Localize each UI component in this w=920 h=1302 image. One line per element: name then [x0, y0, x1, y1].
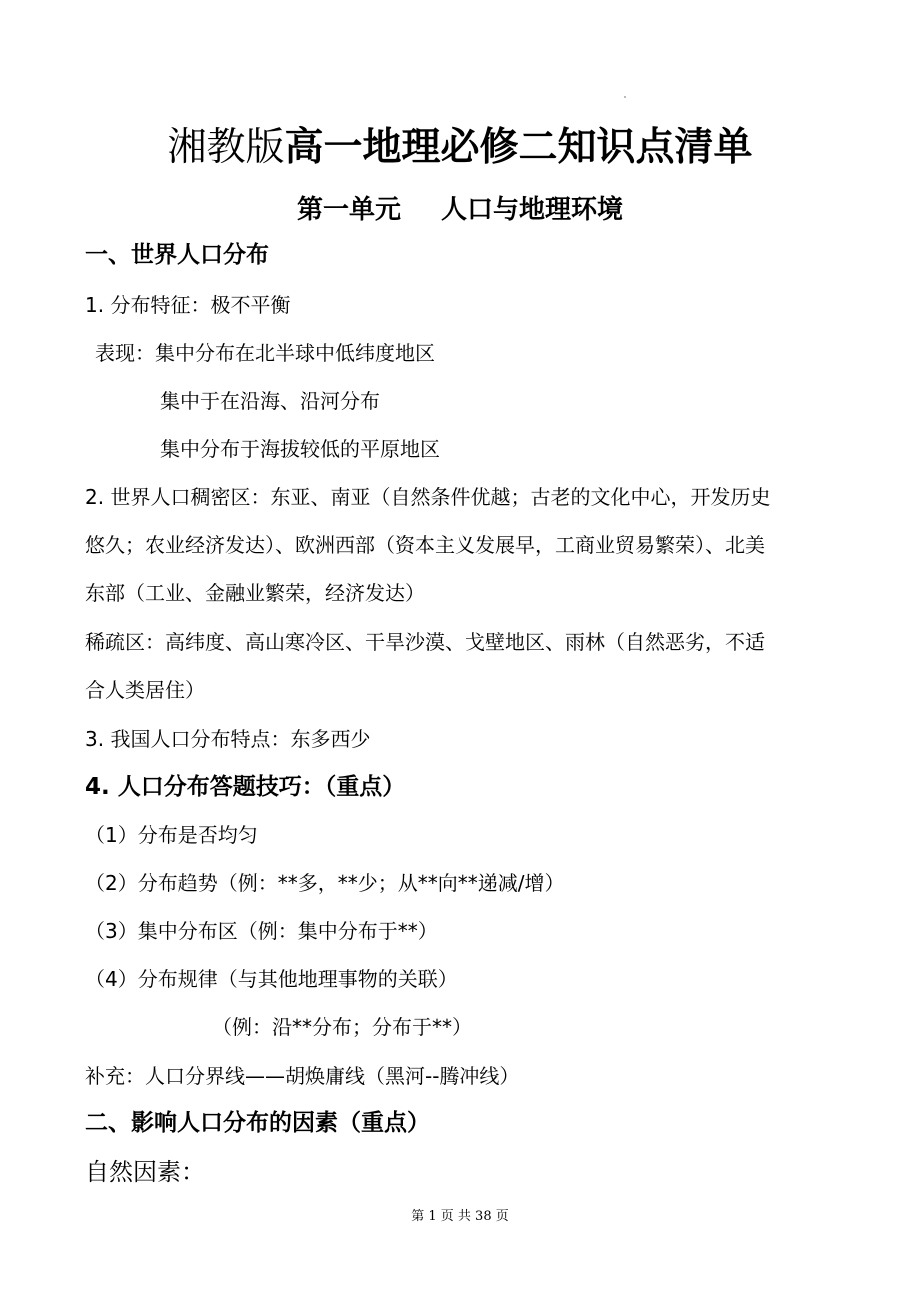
- unit-number: 第一单元: [296, 195, 401, 225]
- paragraph-dense-line3: 东部（工业、金融业繁荣，经济发达）: [85, 581, 425, 605]
- document-title: [0, 120, 920, 176]
- technique-3: （3）集中分布区（例：集中分布于**）: [85, 919, 438, 943]
- paragraph-sparse-line2: 合人类居住）: [85, 678, 205, 702]
- title-main: 高一地理必修二知识点清单: [284, 125, 753, 170]
- paragraph-dense-line1: 2. 世界人口稠密区：东亚、南亚（自然条件优越；古老的文化中心，开发历史: [85, 485, 771, 509]
- technique-1: （1）分布是否均匀: [85, 823, 258, 847]
- paragraph-plains: 集中分布于海拔较低的平原地区: [160, 437, 440, 461]
- technique-4-example: （例：沿**分布；分布于**）: [212, 1015, 472, 1039]
- section-heading-techniques: 4. 人口分布答题技巧：（重点）: [85, 774, 406, 800]
- section-heading-1: 一、世界人口分布: [85, 242, 269, 268]
- technique-2: （2）分布趋势（例：**多，**少；从**向**递减/增）: [85, 871, 565, 895]
- paragraph-sparse-line1: 稀疏区：高纬度、高山寒冷区、干旱沙漠、戈壁地区、雨林（自然恶劣，不适: [85, 630, 765, 654]
- paragraph-manifestation: 表现：集中分布在北半球中低纬度地区: [95, 341, 435, 365]
- page-footer: 第 1 页 共 38 页: [411, 1209, 509, 1224]
- technique-4: （4）分布规律（与其他地理事物的关联）: [85, 967, 458, 991]
- paragraph-china-distribution: 3. 我国人口分布特点：东多西少: [85, 727, 371, 751]
- unit-name: 人口与地理环境: [441, 195, 624, 225]
- paragraph-supplement: 补充：人口分界线——胡焕庸线（黑河--腾冲线）: [85, 1064, 520, 1088]
- paragraph-dense-line2: 悠久；农业经济发达）、欧洲西部（资本主义发展早，工商业贸易繁荣）、北美: [85, 533, 765, 557]
- scan-speck: [624, 96, 626, 98]
- paragraph-coastal: 集中于在沿海、沿河分布: [160, 389, 380, 413]
- paragraph-distribution-feature: 1. 分布特征：极不平衡: [85, 293, 291, 317]
- unit-heading: [0, 190, 920, 230]
- title-prefix: 湘教版: [167, 125, 285, 170]
- paragraph-natural-factors: 自然因素：: [85, 1158, 205, 1186]
- section-heading-2: 二、影响人口分布的因素（重点）: [85, 1110, 430, 1136]
